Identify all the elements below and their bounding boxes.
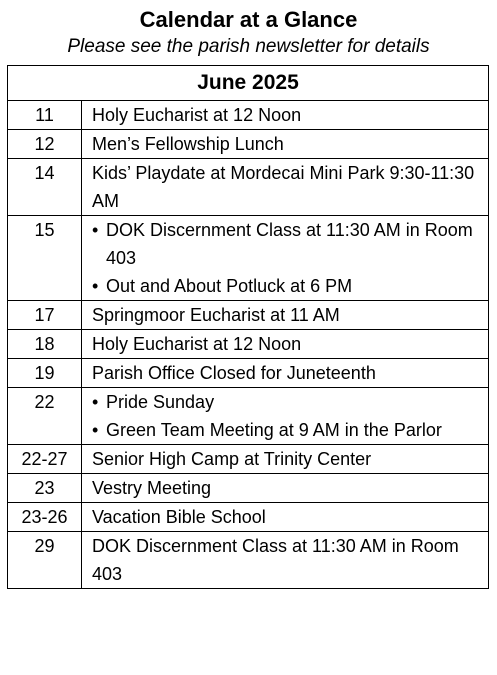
calendar-row (8, 388, 488, 445)
bulleted-event (92, 216, 480, 272)
calendar-table (7, 65, 489, 589)
event-list (82, 503, 488, 531)
event-date: 15 (8, 216, 82, 300)
event-list (82, 101, 488, 129)
calendar-row (8, 330, 488, 359)
bulleted-event (92, 388, 480, 416)
event-text: DOK Discernment Class at 11:30 AM in Room 403 (92, 536, 459, 584)
event-date: 18 (8, 330, 82, 358)
event-list (82, 445, 488, 473)
event-list (82, 330, 488, 358)
calendar-row (8, 532, 488, 588)
event-list (82, 359, 488, 387)
bullet-icon: • (92, 392, 99, 412)
event-text: DOK Discernment Class at 11:30 AM in Room 403 (106, 220, 473, 268)
event-text: Out and About Potluck at 6 PM (106, 276, 353, 296)
calendar-row (8, 445, 488, 474)
page-subtitle: Please see the parish newsletter for details (67, 36, 430, 57)
event-text: Vestry Meeting (92, 478, 212, 498)
event-list (82, 159, 488, 215)
bulleted-event (92, 416, 480, 444)
event-date: 12 (8, 130, 82, 158)
event-date: 22-27 (8, 445, 82, 473)
calendar-row (8, 159, 488, 216)
event-list (82, 130, 488, 158)
calendar-rows (8, 101, 488, 588)
calendar-row (8, 359, 488, 388)
bullet-icon: • (92, 420, 99, 440)
event-list (82, 474, 488, 502)
event-text: Holy Eucharist at 12 Noon (92, 105, 302, 125)
event-list (82, 388, 488, 444)
event-list (82, 532, 488, 588)
event-date: 23-26 (8, 503, 82, 531)
month-heading: June 2025 (8, 66, 488, 101)
calendar-row (8, 503, 488, 532)
event-date: 17 (8, 301, 82, 329)
event-text: Vacation Bible School (92, 507, 266, 527)
page-title: Calendar at a Glance (139, 7, 358, 32)
event-text: Green Team Meeting at 9 AM in the Parlor (106, 420, 442, 440)
event-date: 29 (8, 532, 82, 588)
calendar-row (8, 130, 488, 159)
event-date: 23 (8, 474, 82, 502)
bullet-icon: • (92, 220, 99, 240)
event-text: Kids’ Playdate at Mordecai Mini Park 9:30-11:30 AM (92, 163, 475, 211)
event-text: Springmoor Eucharist at 11 AM (92, 305, 340, 325)
event-date: 14 (8, 159, 82, 215)
event-text: Holy Eucharist at 12 Noon (92, 334, 302, 354)
calendar-row (8, 474, 488, 503)
event-date: 22 (8, 388, 82, 444)
event-date: 11 (8, 101, 82, 129)
event-text: Pride Sunday (106, 392, 215, 412)
bulleted-event (92, 272, 480, 300)
event-date: 19 (8, 359, 82, 387)
bullet-icon: • (92, 276, 99, 296)
event-text: Senior High Camp at Trinity Center (92, 449, 372, 469)
event-text: Men’s Fellowship Lunch (92, 134, 284, 154)
event-text: Parish Office Closed for Juneteenth (92, 363, 376, 383)
event-list (82, 301, 488, 329)
event-list (82, 216, 488, 300)
calendar-row (8, 216, 488, 301)
calendar-row (8, 301, 488, 330)
calendar-row (8, 101, 488, 130)
